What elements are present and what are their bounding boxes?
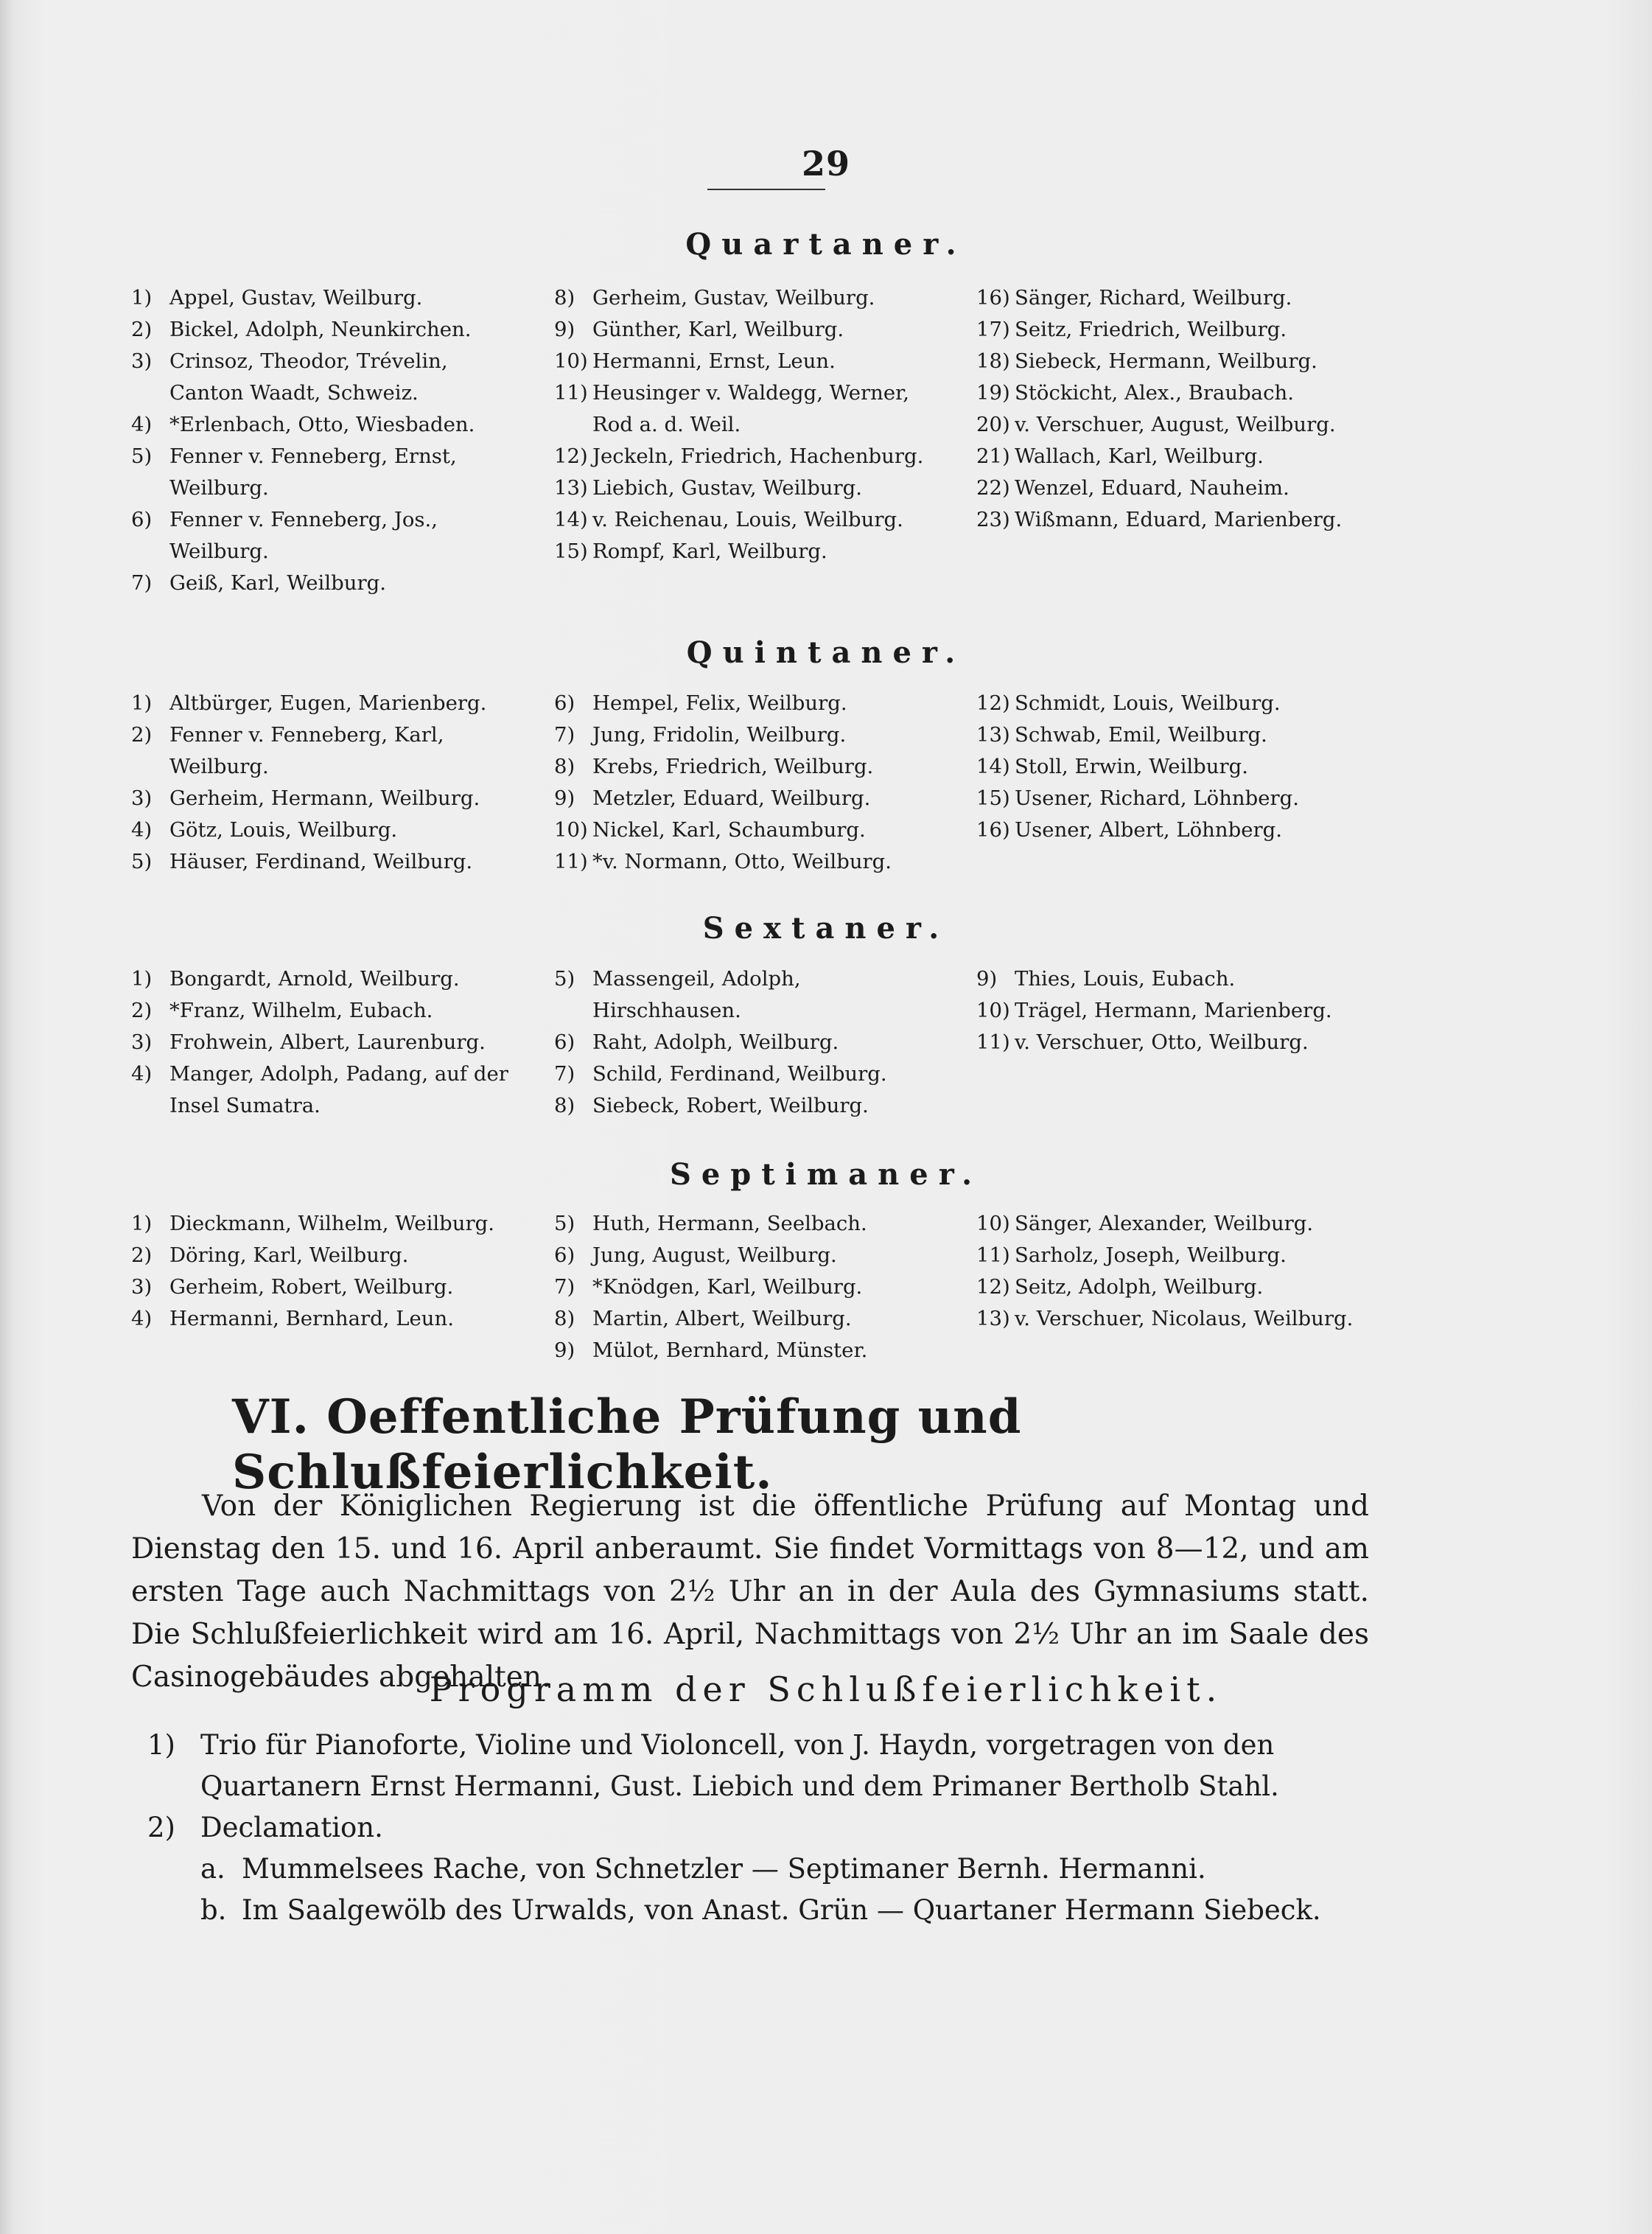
list-item: 8) Siebeck, Robert, Weilburg. [554,1094,869,1117]
quartaner-col-3 [976,282,1389,536]
list-item: 3) Gerheim, Robert, Weilburg. [131,1275,454,1299]
list-item: 11) *v. Normann, Otto, Weilburg. [554,850,892,873]
list-item: 10) Hermanni, Ernst, Leun. [554,349,836,373]
list-item: 14) Stoll, Erwin, Weilburg. [976,755,1248,778]
list-item: 8) Krebs, Friedrich, Weilburg. [554,755,874,778]
list-item: 3) Frohwein, Albert, Laurenburg. [131,1030,486,1054]
quintaner-col-1 [131,688,544,878]
list-item: 20) v. Verschuer, August, Weilburg. [976,413,1336,436]
list-item: 19) Stöckicht, Alex., Braubach. [976,381,1294,405]
list-item: 13) Schwab, Emil, Weilburg. [976,723,1267,747]
list-item: 14) v. Reichenau, Louis, Weilburg. [554,508,903,531]
list-item: 1) Bongardt, Arnold, Weilburg. [131,967,460,991]
list-item: 23) Wißmann, Eduard, Marienberg. [976,508,1343,531]
program-subitem: b. Im Saalgewölb des Urwalds, von Anast. Grün — Quartaner Hermann Siebeck. [200,1894,1321,1926]
program-item: 1) Trio für Pianoforte, Violine und Violoncell, von J. Haydn, vorgetragen von den Quartanern Ernst Hermanni, Gust. Liebich und dem Primaner Bertholb Stahl. [147,1729,1279,1802]
list-item: 11) v. Verschuer, Otto, Weilburg. [976,1030,1309,1054]
sextaner-col-1 [131,963,544,1122]
list-item: 6) Raht, Adolph, Weilburg. [554,1030,839,1054]
page-number: 29 [801,144,850,184]
list-item: 22) Wenzel, Eduard, Nauheim. [976,476,1289,500]
list-item: 8) Gerheim, Gustav, Weilburg. [554,286,875,310]
list-item: 12) Seitz, Adolph, Weilburg. [976,1275,1264,1299]
list-item: 15) Usener, Richard, Löhnberg. [976,786,1300,810]
list-item: 4) Götz, Louis, Weilburg. [131,818,398,842]
list-item: 1) Altbürger, Eugen, Marienberg. [131,691,487,715]
quartaner-title: Quartaner. [685,227,967,262]
list-item: 12) Schmidt, Louis, Weilburg. [976,691,1281,715]
program-item: 2) Declamation. [147,1812,383,1843]
list-item: 4) Hermanni, Bernhard, Leun. [131,1307,454,1330]
list-item: 10) Sänger, Alexander, Weilburg. [976,1212,1314,1235]
septimaner-col-2 [554,1208,967,1366]
list-item: 21) Wallach, Karl, Weilburg. [976,444,1264,468]
program-subitem: a. Mummelsees Rache, von Schnetzler — Septimaner Bernh. Hermanni. [200,1853,1206,1885]
program-list [147,1725,1385,1931]
list-item: 15) Rompf, Karl, Weilburg. [554,540,827,563]
section-paragraph: Von der Königlichen Regierung ist die öffentliche Prüfung auf Montag und Dienstag den 15. und 16. April anberaumt. Sie findet Vormittags von 8—12, und am ersten Tage auch Nachmittags von 2½ Uhr an in der Aula des Gymnasiums statt. Die Schlußfeierlichkeit wird am 16. April, Nachmittags von 2½ Uhr an im Saale des Casinogebäudes abgehalten. [131,1490,1369,1694]
list-item: 5) Massengeil, Adolph, Hirschhausen. [554,967,801,1022]
list-item: 6) Jung, August, Weilburg. [554,1243,837,1267]
list-item: 8) Martin, Albert, Weilburg. [554,1307,852,1330]
list-item: 7) Geiß, Karl, Weilburg. [131,571,386,595]
list-item: 16) Sänger, Richard, Weilburg. [976,286,1292,310]
list-item: 6) Hempel, Felix, Weilburg. [554,691,847,715]
septimaner-title: Septimaner. [669,1157,983,1192]
list-item: 11) Sarholz, Joseph, Weilburg. [976,1243,1287,1267]
sextaner-col-2 [554,963,967,1122]
list-item: 7) *Knödgen, Karl, Weilburg. [554,1275,863,1299]
list-item: 7) Jung, Fridolin, Weilburg. [554,723,847,747]
sextaner-title: Sextaner. [702,911,950,946]
list-item: 11) Heusinger v. Waldegg, Werner, Rod a. d. Weil. [554,381,910,436]
list-item: 10) Nickel, Karl, Schaumburg. [554,818,866,842]
list-item: 3) Crinsoz, Theodor, Trévelin, Canton Waadt, Schweiz. [131,349,448,405]
list-item: 10) Trägel, Hermann, Marienberg. [976,999,1332,1022]
list-item: 2) Fenner v. Fenneberg, Karl, Weilburg. [131,723,444,778]
list-item: 2) Döring, Karl, Weilburg. [131,1243,409,1267]
list-item: 4) Manger, Adolph, Padang, auf der Insel Sumatra. [131,1062,508,1117]
list-item: 17) Seitz, Friedrich, Weilburg. [976,318,1287,341]
list-item: 18) Siebeck, Hermann, Weilburg. [976,349,1317,373]
list-item: 12) Jeckeln, Friedrich, Hachenburg. [554,444,924,468]
sextaner-col-3 [976,963,1389,1058]
list-item: 5) Fenner v. Fenneberg, Ernst, Weilburg. [131,444,457,500]
list-item: 9) Günther, Karl, Weilburg. [554,318,844,341]
list-item: 13) Liebich, Gustav, Weilburg. [554,476,863,500]
list-item: 1) Appel, Gustav, Weilburg. [131,286,423,310]
list-item: 13) v. Verschuer, Nicolaus, Weilburg. [976,1307,1354,1330]
page-number-rule [707,189,825,190]
list-item: 3) Gerheim, Hermann, Weilburg. [131,786,480,810]
list-item: 6) Fenner v. Fenneberg, Jos., Weilburg. [131,508,438,563]
program-title: Programm der Schlußfeierlichkeit. [429,1669,1223,1709]
quintaner-col-2 [554,688,967,878]
list-item: 2) Bickel, Adolph, Neunkirchen. [131,318,472,341]
septimaner-col-3 [976,1208,1389,1335]
list-item: 9) Metzler, Eduard, Weilburg. [554,786,871,810]
list-item: 5) Häuser, Ferdinand, Weilburg. [131,850,473,873]
list-item: 16) Usener, Albert, Löhnberg. [976,818,1282,842]
list-item: 9) Thies, Louis, Eubach. [976,967,1236,991]
list-item: 5) Huth, Hermann, Seelbach. [554,1212,867,1235]
list-item: 7) Schild, Ferdinand, Weilburg. [554,1062,887,1086]
section-heading: VI. Oeffentliche Prüfung und Schlußfeierlichkeit. [232,1389,1022,1500]
list-item: 9) Mülot, Bernhard, Münster. [554,1338,868,1362]
list-item: 2) *Franz, Wilhelm, Eubach. [131,999,433,1022]
quintaner-col-3 [976,688,1389,846]
list-item: 4) *Erlenbach, Otto, Wiesbaden. [131,413,475,436]
quintaner-title: Quintaner. [686,635,966,670]
septimaner-col-1 [131,1208,544,1335]
quartaner-col-2 [554,282,967,568]
quartaner-col-1 [131,282,544,599]
list-item: 1) Dieckmann, Wilhelm, Weilburg. [131,1212,494,1235]
